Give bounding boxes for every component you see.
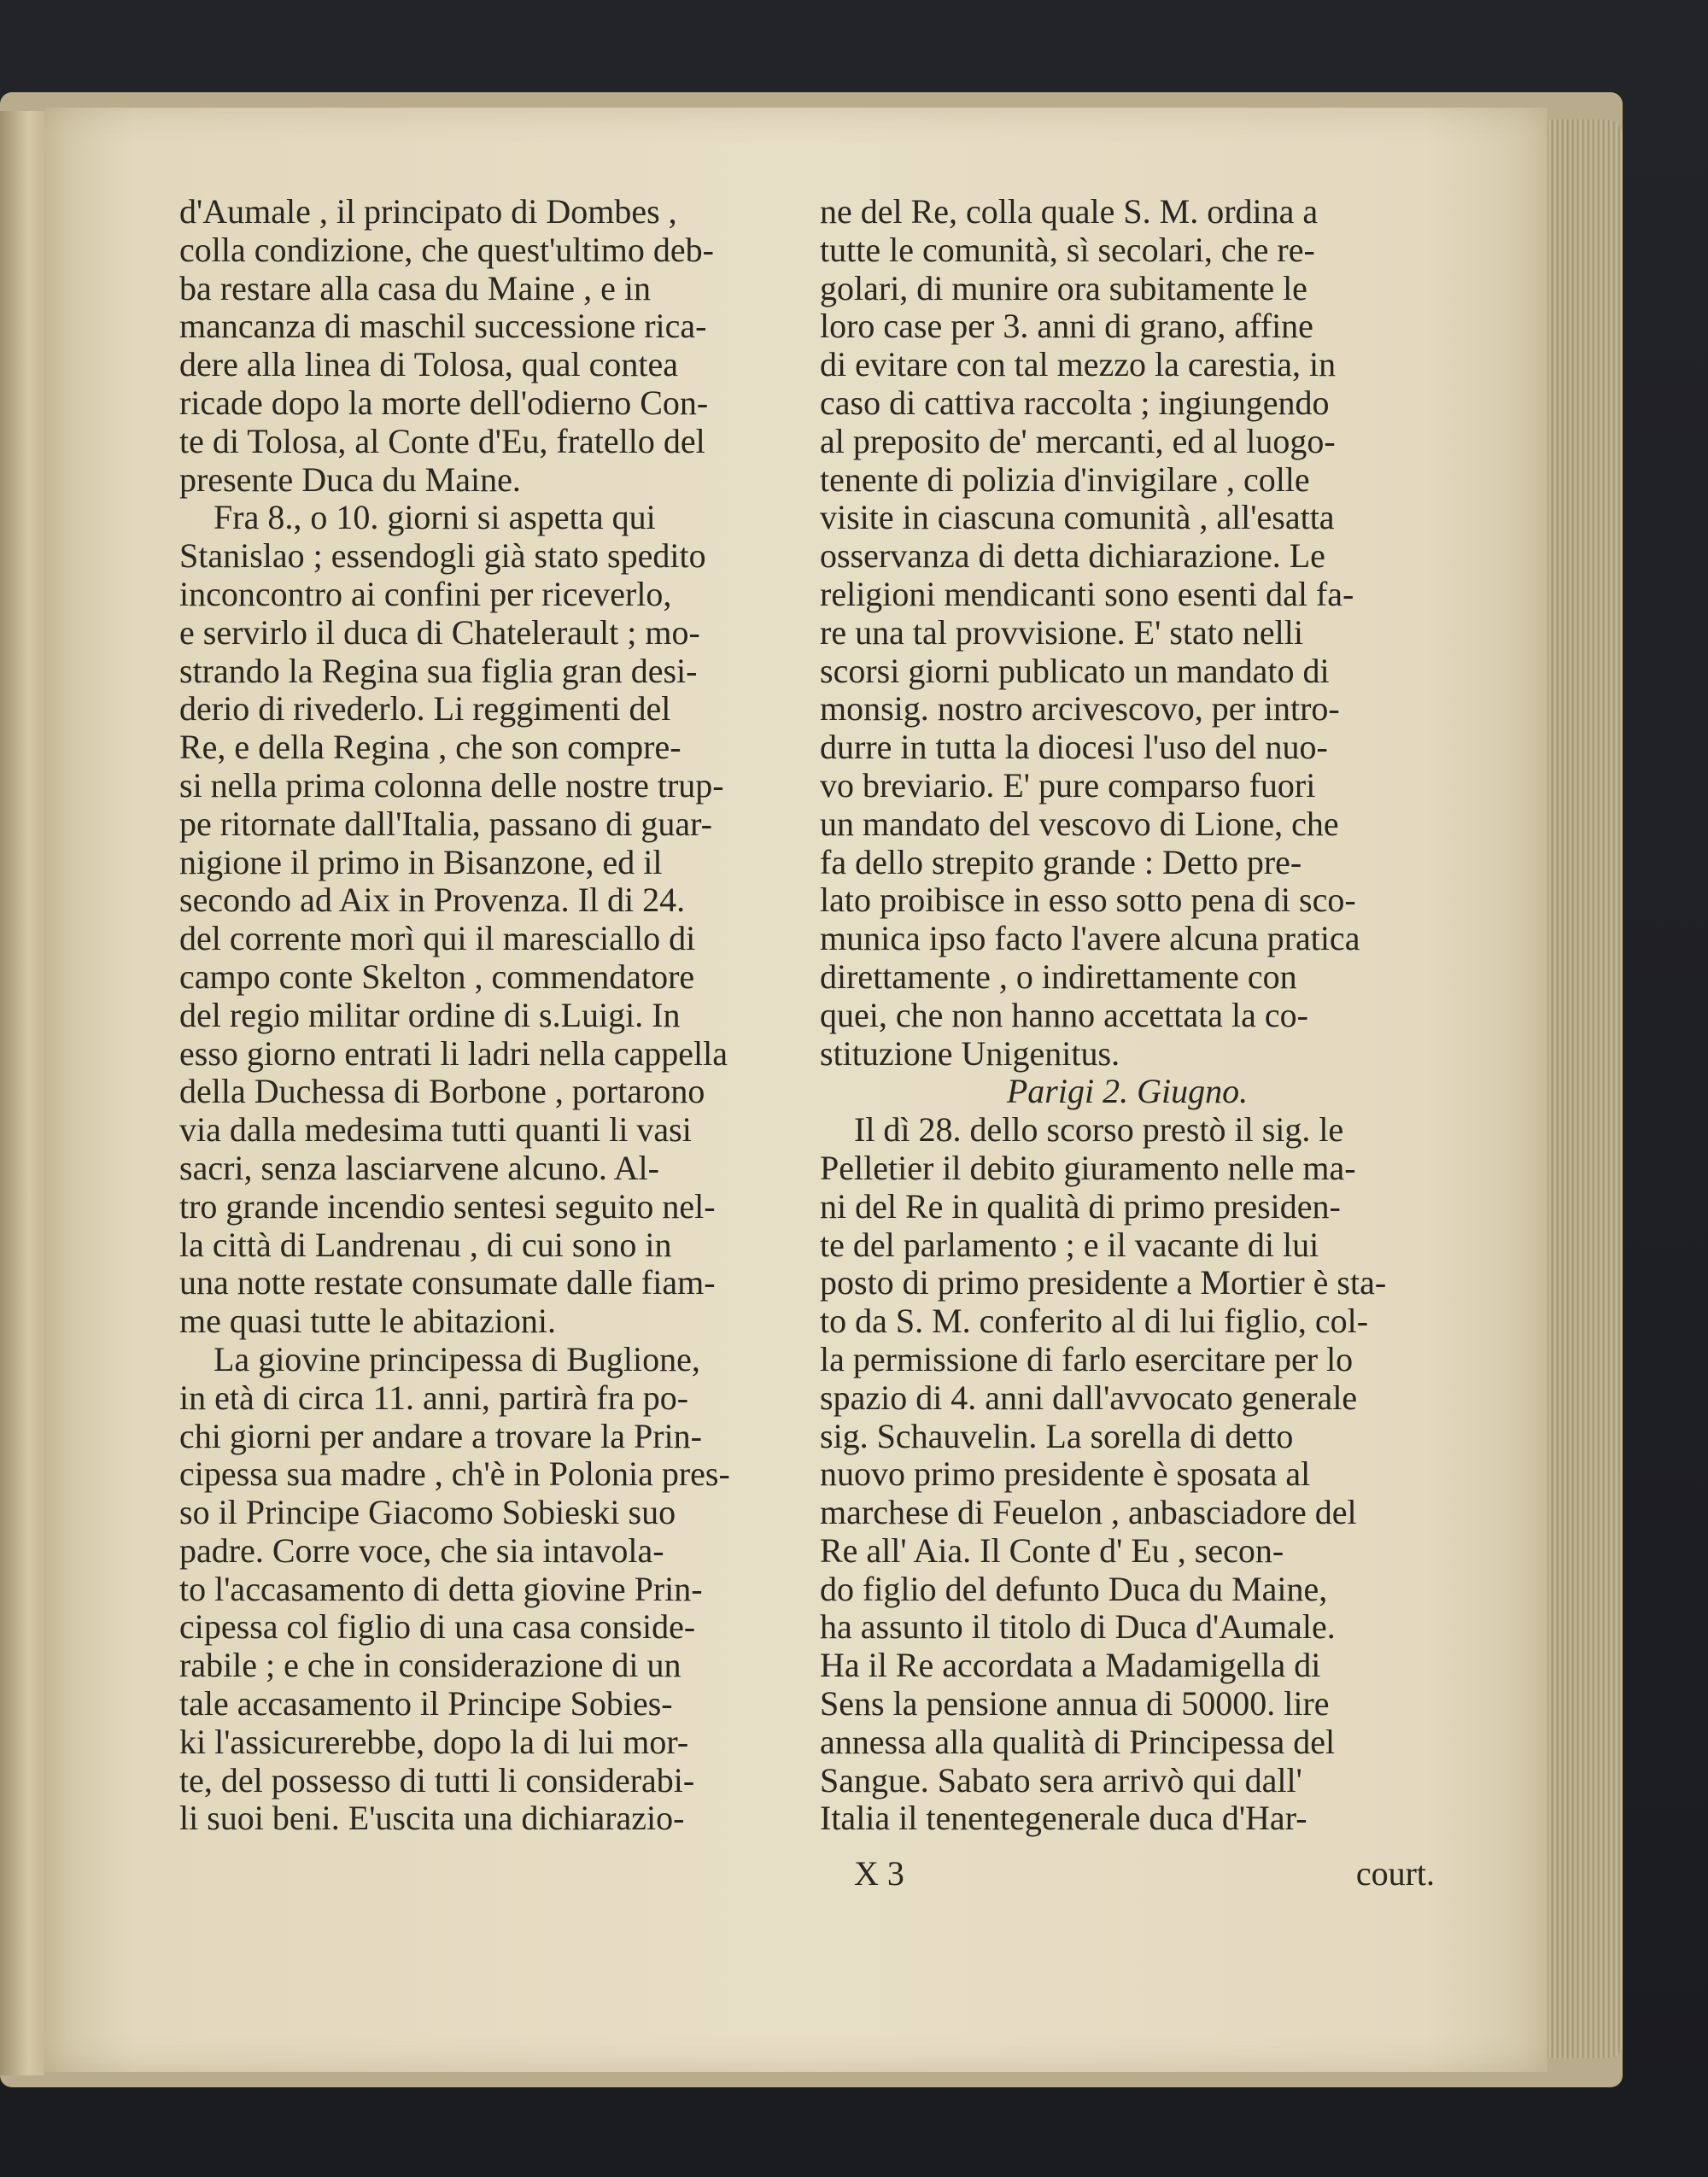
text-line: tenente di polizia d'invigilare , colle (820, 460, 1310, 499)
text-line: Sangue. Sabato sera arrivò qui dall' (820, 1761, 1302, 1800)
text-line: te di Tolosa, al Conte d'Eu, fratello del (179, 422, 705, 460)
text-line: tale accasamento il Principe Sobies- (179, 1685, 673, 1723)
text-line: chi giorni per andare a trovare la Prin- (179, 1417, 702, 1455)
text-line: to l'accasamento di detta giovine Prin- (179, 1570, 703, 1608)
text-line: cipessa col figlio di una casa conside- (179, 1608, 696, 1647)
text-line: derio di rivederlo. Li reggimenti del (179, 690, 671, 729)
text-line: colla condizione, che quest'ultimo deb- (179, 231, 714, 269)
text-line: annessa alla qualità di Principessa del (820, 1723, 1336, 1761)
text-line: ne del Re, colla quale S. M. ordina a (820, 193, 1319, 231)
text-line: Ha il Re accordata a Madamigella di (820, 1647, 1321, 1685)
page-footer (820, 1853, 1435, 1896)
text-line: loro case per 3. anni di grano, affine (820, 307, 1313, 346)
left-text-column (179, 193, 794, 1838)
text-line: Re all' Aia. Il Conte d' Eu , secon- (820, 1531, 1284, 1570)
text-line: osservanza di detta dichiarazione. Le (820, 537, 1325, 576)
text-line: ricade dopo la morte dell'odierno Con- (179, 383, 709, 422)
right-text-column (820, 193, 1435, 1838)
text-line: tro grande incendio sentesi seguito nel- (179, 1187, 716, 1226)
text-line: me quasi tutte le abitazioni. (179, 1302, 556, 1341)
text-line: to da S. M. conferito al di lui figlio, col- (820, 1302, 1369, 1341)
text-line: via dalla medesima tutti quanti li vasi (179, 1111, 692, 1150)
text-line: pe ritornate dall'Italia, passano di guar- (179, 805, 712, 843)
text-line: Italia il tenentegenerale duca d'Har- (820, 1800, 1307, 1838)
text-line: cipessa sua madre , ch'è in Polonia pres- (179, 1455, 730, 1494)
text-line: di evitare con tal mezzo la carestia, in (820, 346, 1337, 384)
text-line: caso di cattiva raccolta ; ingiungendo (820, 383, 1330, 422)
text-line: marchese di Feuelon , anbasciadore del (820, 1494, 1357, 1532)
text-line: dere alla linea di Tolosa, qual contea (179, 346, 679, 384)
text-line: esso giorno entrati li ladri nella cappella (179, 1034, 728, 1073)
text-line: del regio militar ordine di s.Luigi. In (179, 996, 681, 1034)
text-line: presente Duca du Maine. (179, 460, 521, 499)
signature-mark: X 3 (854, 1854, 904, 1893)
page-stack-edge (1547, 120, 1623, 2058)
text-line: Sens la pensione annua di 50000. lire (820, 1685, 1330, 1723)
text-line: Stanislao ; essendogli già stato spedito (179, 537, 706, 576)
text-line: nigione il primo in Bisanzone, ed il (179, 843, 663, 881)
text-line: scorsi giorni publicato un mandato di (820, 652, 1330, 690)
catchword: court. (1355, 1854, 1435, 1893)
text-line: direttamente , o indirettamente con (820, 957, 1297, 996)
text-line: secondo ad Aix in Provenza. Il di 24. (179, 881, 686, 920)
text-line: spazio di 4. anni dall'avvocato generale (820, 1378, 1358, 1417)
text-line: Re, e della Regina , che son compre- (179, 729, 681, 767)
text-line: so il Principe Giacomo Sobieski suo (179, 1494, 676, 1532)
text-line: vo breviario. E' pure comparso fuori (820, 766, 1316, 805)
text-line: si nella prima colonna delle nostre trup- (179, 766, 724, 805)
text-line: visite in ciascuna comunità , all'esatta (820, 499, 1335, 537)
text-line: una notte restate consumate dalle fiam- (179, 1264, 716, 1302)
text-line: sig. Schauvelin. La sorella di detto (820, 1417, 1294, 1455)
text-line: ni del Re in qualità di primo presiden- (820, 1187, 1341, 1226)
text-line: re una tal provvisione. E' stato nelli (820, 613, 1303, 652)
left-page-edge (0, 111, 44, 2075)
text-line: Il dì 28. dello scorso prestò il sig. le (854, 1111, 1344, 1150)
text-line: La giovine principessa di Buglione, (214, 1340, 700, 1378)
text-line: durre in tutta la diocesi l'uso del nuo- (820, 729, 1328, 767)
text-line: al preposito de' mercanti, ed al luogo- (820, 422, 1336, 460)
text-line: del corrente morì qui il maresciallo di (179, 920, 696, 958)
text-line: sacri, senza lasciarvene alcuno. Al- (179, 1149, 659, 1187)
text-line: ki l'assicurerebbe, dopo la di lui mor- (179, 1723, 689, 1761)
text-line: monsig. nostro arcivescovo, per intro- (820, 690, 1340, 729)
text-line: della Duchessa di Borbone , portarono (179, 1073, 705, 1111)
text-line: rabile ; e che in considerazione di un (179, 1647, 681, 1685)
text-line: e servirlo il duca di Chatelerault ; mo- (179, 613, 700, 652)
text-line: li suoi beni. E'uscita una dichiarazio- (179, 1800, 685, 1838)
text-line: campo conte Skelton , commendatore (179, 957, 695, 996)
text-line: nuovo primo presidente è sposata al (820, 1455, 1311, 1494)
text-line: Pelletier il debito giuramento nelle ma- (820, 1149, 1356, 1187)
text-line: quei, che non hanno accettata la co- (820, 996, 1308, 1034)
text-line: munica ipso facto l'avere alcuna pratica (820, 920, 1360, 958)
text-line: religioni mendicanti sono esenti dal fa- (820, 575, 1354, 613)
text-line: strando la Regina sua figlia gran desi- (179, 652, 698, 690)
text-line: golari, di munire ora subitamente le (820, 269, 1307, 307)
text-line: ba restare alla casa du Maine , e in (179, 269, 651, 307)
text-line: mancanza di maschil successione rica- (179, 307, 707, 346)
text-line: inconcontro ai confini per riceverlo, (179, 575, 672, 613)
text-line: te del parlamento ; e il vacante di lui (820, 1226, 1319, 1264)
text-line: fa dello strepito grande : Detto pre- (820, 843, 1302, 881)
text-line: un mandato del vescovo di Lione, che (820, 805, 1339, 843)
text-line: padre. Corre voce, che sia intavola- (179, 1531, 664, 1570)
text-line: do figlio del defunto Duca du Maine, (820, 1570, 1328, 1608)
text-line: posto di primo presidente a Mortier è sta- (820, 1264, 1387, 1302)
text-line: te, del possesso di tutti li considerabi- (179, 1761, 695, 1800)
dateline-heading: Parigi 2. Giugno. (1006, 1072, 1249, 1111)
text-line: d'Aumale , il principato di Dombes , (179, 193, 677, 231)
text-line: in età di circa 11. anni, partirà fra po- (179, 1378, 689, 1417)
text-line: stituzione Unigenitus. (820, 1034, 1120, 1073)
text-line: lato proibisce in esso sotto pena di sco- (820, 881, 1356, 920)
text-line: Fra 8., o 10. giorni si aspetta qui (214, 499, 656, 537)
text-line: la permissione di farlo esercitare per lo (820, 1340, 1354, 1378)
text-line: la città di Landrenau , di cui sono in (179, 1226, 672, 1264)
text-line: tutte le comunità, sì secolari, che re- (820, 231, 1315, 269)
text-line: ha assunto il titolo di Duca d'Aumale. (820, 1608, 1336, 1647)
